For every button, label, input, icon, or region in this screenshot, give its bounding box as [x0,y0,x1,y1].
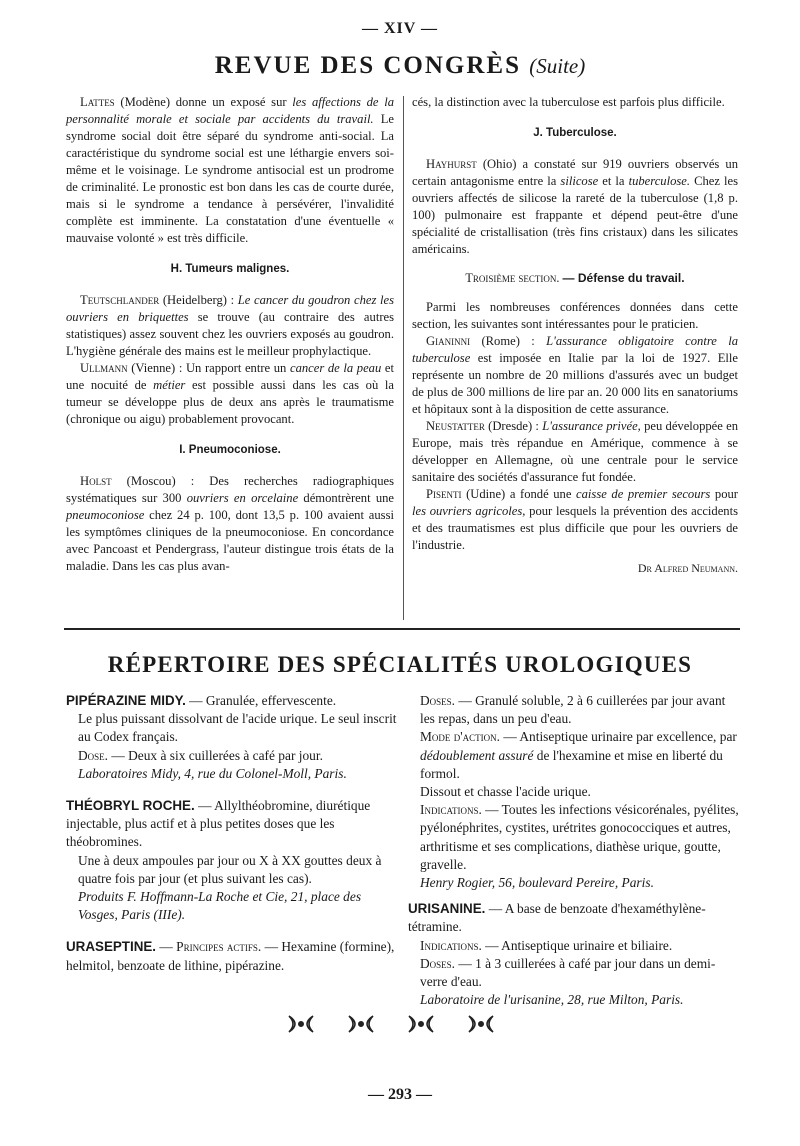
paragraph-intro: Parmi les nombreuses conférences données dans cette section, les suivantes sont intéressantes pour le praticien. [412,300,738,331]
ornament-motif [409,1016,433,1032]
repertoire-right-column [408,692,740,1009]
paragraph-hayhurst: Hayhurst (Ohio) a constaté sur 919 ouvriers observés un certain antagonisme entre la silicose et la tuberculose. Chez les ouvriers affectés de silicose la rareté de la tuberculose (1,8 p. 100) pulmonaire est frappante et dépend peut-être d'une spécialité de cristallisation (très fins cristaux) dans les silicates américains. [412,157,739,256]
paragraph-neustatter: Neustatter (Dresde) : L'assurance privée, peu développée en Europe, mais très répandue en Amérique, commence à se développer en Allemagne, où une centrale pour le service sanitaire des sociétés d'assurance fut fondée. [412,419,739,484]
ornament-motif [349,1016,373,1032]
section-title-suffix: (Suite) [529,54,586,78]
entry-theobryl: THÉOBRYL ROCHE. — Allylthéobromine, diurétique injectable, plus actif et à plus petites doses que les théobromines. [66,798,371,850]
paragraph-lattes: Lattes (Modène) donne un exposé sur les affections de la personnalité morale et sociale par accidents du travail. Le syndrome social doit être séparé du syndrome anti-social. La caractéristique du syndrome social est une léthargie envers soi-même et le voisinage. Le syndrome antisocial est un prodrome de criminalité. Le pronostic est bon dans les cas de courte durée, mais si le syndrome a tendance à persévérer, l'invalidité complète est imminente. La constatation d'une éventuelle « mauvaise volonté » est très difficile. [66,95,394,245]
congress-left-column [66,94,394,575]
entry-uraseptine: URASEPTINE. — Principes actifs. — Hexamine (formine), helmitol, benzoate de lithine, pipérazine. [66,939,395,973]
uraseptine-indications: Indications. — Toutes les infections vésicorénales, pyélites, pyélonéphrites, cystites, urétrites gonococciques et autres, arthritisme et ses complications, diathèse urique, goutte, gravelle. [420,802,739,872]
repertoire-left-column [66,692,400,975]
urisanine-doses: Doses. — 1 à 3 cuillerées à café par jour dans un demi-verre d'eau. [420,955,716,990]
theobryl-lab: Produits F. Hoffmann-La Roche et Cie, 21, place des Vosges, Paris (IIIe). [78,889,362,923]
entry-urisanine: URISANINE. — A base de benzoate d'hexaméthylène-tétramine. [408,901,706,935]
paragraph-teutschlander: Teutschlander (Heidelberg) : Le cancer du goudron chez les ouvriers en briquettes se trouve (au contraire des autres statistiques) assez souvent chez les ouvriers exposés au goudron. L'hygiène générale des mains est le meilleur prophylactique. [66,293,394,358]
paragraph-pisenti: Pisenti (Udine) a fondé une caisse de premier secours pour les ouvriers agricoles, pour lesquels la prévention des accidents et des traumatismes est plus difficile que pour les ouvriers de l'industrie. [412,487,739,552]
decorative-ornament [285,1012,515,1036]
section-separator [64,628,740,630]
paragraph-ullmann: Ullmann (Vienne) : Un rapport entre un cancer de la peau et une nocuité de métier est possible aussi dans les cas où la tumeur se développe plus de deux ans après le traumatisme (chronique ou aigu) probablement provocant. [66,361,394,426]
heading-pneumoconiose: I. Pneumoconiose. [179,444,281,456]
urisanine-lab: Laboratoire de l'urisanine, 28, rue Milton, Paris. [420,992,684,1008]
paragraph-continuation: cés, la distinction avec la tuberculose est parfois plus difficile. [412,95,725,109]
section-title [0,52,800,80]
section-title-text: REVUE DES CONGRÈS [214,52,522,79]
uraseptine-lab: Henry Rogier, 56, boulevard Pereire, Paris. [420,875,654,891]
heading-tumeurs-malignes: H. Tumeurs malignes. [170,263,290,275]
ornament-motif [469,1016,493,1032]
theobryl-dose: Une à deux ampoules par jour ou X à XX gouttes deux à quatre fois par jour (et plus suivant les cas). [78,852,382,886]
paragraph-holst: Holst (Moscou) : Des recherches radiographiques systématiques sur 300 ouvriers en orcelaine démontrèrent une pneumoconiose chez 24 p. 100, dont 13,5 p. 100 avaient aussi les symptômes cliniques de la pneumoconiose. En concordance avec Pancoast et Pendergrass, l'auteur distingue trois états de la maladie. Dans les cas plus avan- [66,474,395,573]
page-number: — 293 — [368,1086,432,1103]
congress-right-column [412,94,738,577]
column-divider [403,96,404,620]
page-roman-number: — XIV — [361,20,439,37]
ornament-motif [289,1016,313,1032]
piperazine-description: Le plus puissant dissolvant de l'acide urique. Le seul inscrit au Codex français. [78,711,397,745]
uraseptine-dissout: Dissout et chasse l'acide urique. [420,784,591,800]
signature: Dr Alfred Neumann. [637,561,738,575]
piperazine-dose: Dose. — Deux à six cuillerées à café par jour. [78,747,323,763]
uraseptine-doses: Doses. — Granulé soluble, 2 à 6 cuillerées par jour avant les repas, dans un peu d'eau. [420,693,726,727]
entry-piperazine: PIPÉRAZINE MIDY. — Granulée, effervescente. [66,693,337,708]
heading-defense-du-travail: Troisième section. — Défense du travail. [465,271,685,285]
repertoire-title: RÉPERTOIRE DES SPÉCIALITÉS UROLOGIQUES [107,652,693,677]
heading-tuberculose: J. Tuberculose. [533,127,617,139]
uraseptine-mode-action: Mode d'action. — Antiseptique urinaire par excellence, par dédoublement assuré de l'hexamine et mise en liberté du formol. [420,729,737,781]
piperazine-lab: Laboratoires Midy, 4, rue du Colonel-Moll, Paris. [78,765,347,781]
paragraph-gianinni: Gianinni (Rome) : L'assurance obligatoire contre la tuberculose est imposée en Italie par la loi de 1927. Elle représente un nombre de 20 millions d'assurés avec un budget de plus de 300 millions de lire par an. 20 000 lits en sanatoriums et hôpitaux sont à la disposition de cette assurance. [412,334,739,416]
urisanine-indications: Indications. — Antiseptique urinaire et biliaire. [420,937,673,953]
